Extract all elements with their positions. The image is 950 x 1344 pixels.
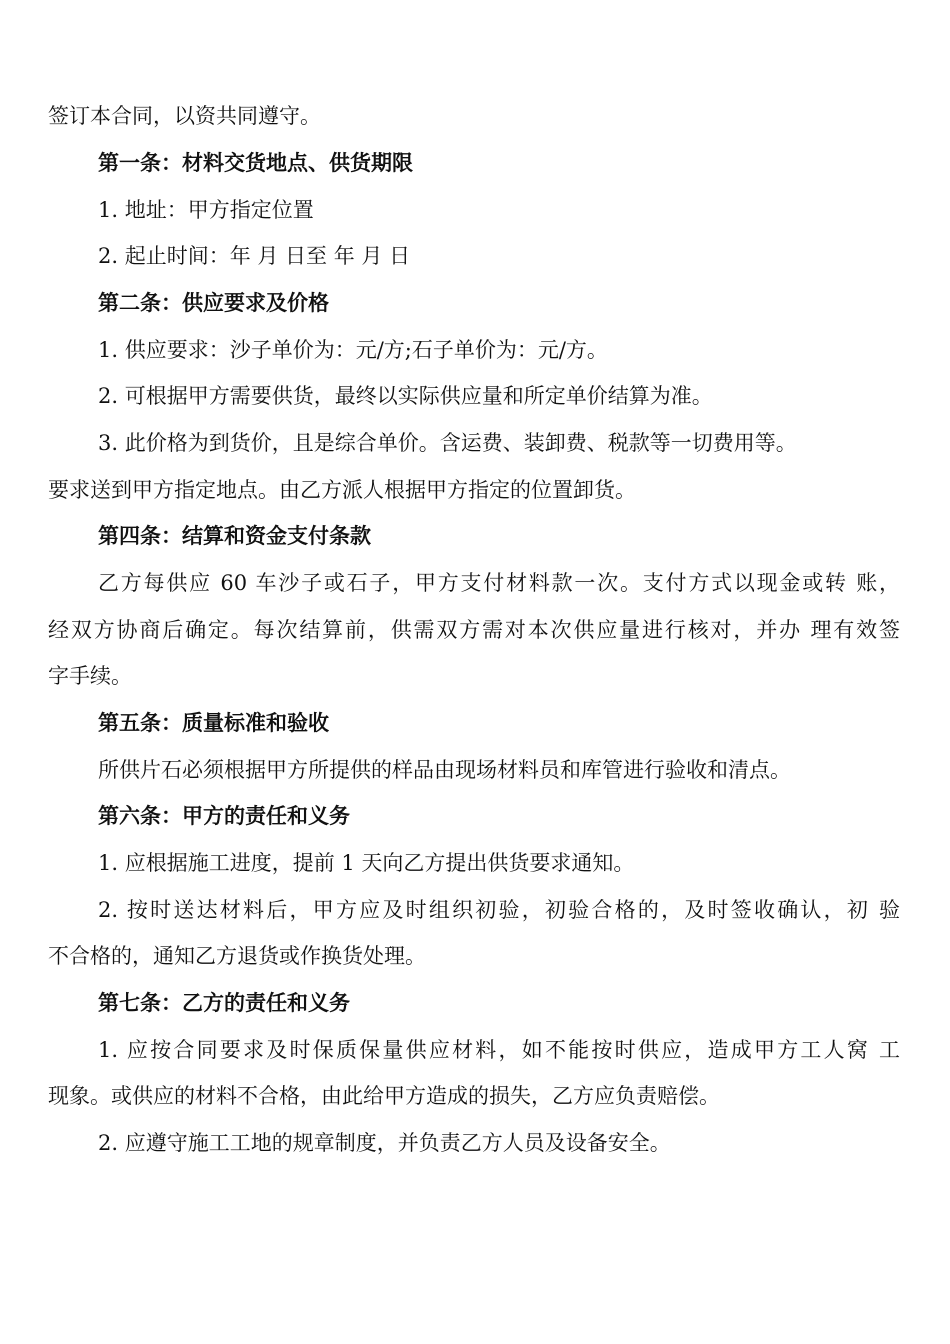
paragraph-line: 现象。或供应的材料不合格，由此给甲方造成的损失，乙方应负责赔偿。 (48, 1084, 720, 1108)
paragraph-line: 2. 应遵守施工工地的规章制度，并负责乙方人员及设备安全。 (98, 1131, 671, 1155)
paragraph-line: 不合格的，通知乙方退货或作换货处理。 (48, 944, 426, 968)
paragraph-line: 3. 此价格为到货价，且是综合单价。含运费、装卸费、税款等一切费用等。 (98, 431, 797, 455)
paragraph-line: 1. 地址：甲方指定位置 (98, 198, 314, 222)
paragraph-line: 2. 按时送达材料后，甲方应及时组织初验，初验合格的，及时签收确认，初 验 (98, 898, 900, 922)
paragraph-line: 所供片石必须根据甲方所提供的样品由现场材料员和库管进行验收和清点。 (98, 758, 791, 782)
paragraph-line: 要求送到甲方指定地点。由乙方派人根据甲方指定的位置卸货。 (48, 478, 636, 502)
paragraph-line: 经双方协商后确定。每次结算前，供需双方需对本次供应量进行核对，并办 理有效签 (48, 618, 900, 642)
section-heading: 第一条：材料交货地点、供货期限 (98, 151, 413, 175)
section-heading: 第四条：结算和资金支付条款 (98, 524, 371, 548)
paragraph-line: 1. 应根据施工进度，提前 1 天向乙方提出供货要求通知。 (98, 851, 635, 875)
section-heading: 第五条：质量标准和验收 (98, 711, 329, 735)
paragraph-line: 2. 起止时间：年 月 日至 年 月 日 (98, 244, 411, 268)
paragraph-line: 签订本合同，以资共同遵守。 (48, 104, 321, 128)
section-heading: 第七条：乙方的责任和义务 (98, 991, 350, 1015)
paragraph-line: 1. 应按合同要求及时保质保量供应材料，如不能按时供应，造成甲方工人窝 工 (98, 1038, 900, 1062)
paragraph-line: 字手续。 (48, 664, 132, 688)
paragraph-line: 乙方每供应 60 车沙子或石子，甲方支付材料款一次。支付方式以现金或转 账， (98, 571, 900, 595)
section-heading: 第二条：供应要求及价格 (98, 291, 329, 315)
section-heading: 第六条：甲方的责任和义务 (98, 804, 350, 828)
paragraph-line: 2. 可根据甲方需要供货，最终以实际供应量和所定单价结算为准。 (98, 384, 713, 408)
paragraph-line: 1. 供应要求：沙子单价为：元/方;石子单价为：元/方。 (98, 338, 608, 362)
